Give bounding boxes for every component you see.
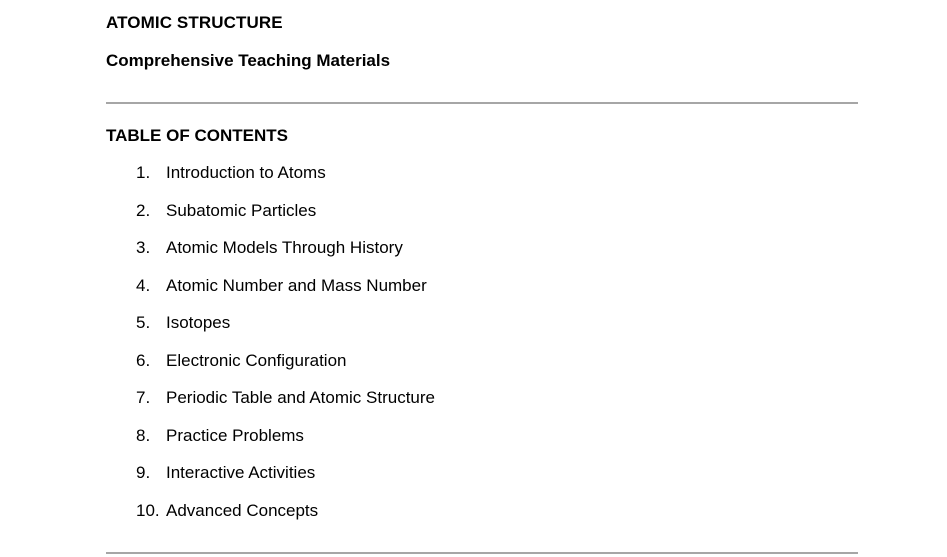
toc-item-label: Interactive Activities [166, 463, 316, 482]
toc-item-number: 5. [136, 313, 151, 332]
document-title: ATOMIC STRUCTURE [106, 13, 283, 32]
toc-item-number: 1. [136, 163, 151, 182]
toc-item-label: Electronic Configuration [166, 350, 347, 370]
toc-item-label: Periodic Table and Atomic Structure [166, 388, 435, 407]
toc-item-label: Atomic Models Through History [166, 238, 403, 257]
toc-item-number: 2. [136, 200, 151, 220]
toc-item-number: 8. [136, 425, 151, 445]
toc-item-introduction[interactable] [136, 163, 435, 201]
toc-item-label: Atomic Number and Mass Number [166, 275, 427, 295]
toc-item-subatomic-particles[interactable] [136, 201, 435, 239]
toc-item-label: Subatomic Particles [166, 200, 317, 220]
toc-item-periodic-table[interactable] [136, 388, 435, 426]
toc-item-number: 6. [136, 350, 151, 370]
toc-list [136, 163, 435, 538]
toc-item-isotopes[interactable] [136, 313, 435, 351]
toc-item-number: 10. [136, 500, 160, 520]
horizontal-rule-bottom [106, 552, 858, 554]
toc-item-atomic-number[interactable] [136, 276, 435, 314]
toc-item-number: 7. [136, 388, 151, 407]
toc-item-label: Introduction to Atoms [166, 163, 326, 182]
toc-item-practice-problems[interactable] [136, 426, 435, 464]
toc-heading: TABLE OF CONTENTS [106, 126, 288, 145]
horizontal-rule-top [106, 102, 858, 104]
toc-item-number: 4. [136, 275, 151, 295]
toc-item-advanced-concepts[interactable] [136, 501, 435, 539]
toc-item-label: Advanced Concepts [166, 500, 319, 520]
toc-item-number: 3. [136, 238, 151, 257]
toc-item-number: 9. [136, 463, 151, 482]
toc-item-label: Practice Problems [166, 425, 304, 445]
toc-item-label: Isotopes [166, 313, 231, 332]
document-page [106, 0, 858, 557]
toc-item-atomic-models[interactable] [136, 238, 435, 276]
toc-item-interactive-activities[interactable] [136, 463, 435, 501]
toc-item-electronic-configuration[interactable] [136, 351, 435, 389]
document-subtitle: Comprehensive Teaching Materials [106, 51, 391, 70]
